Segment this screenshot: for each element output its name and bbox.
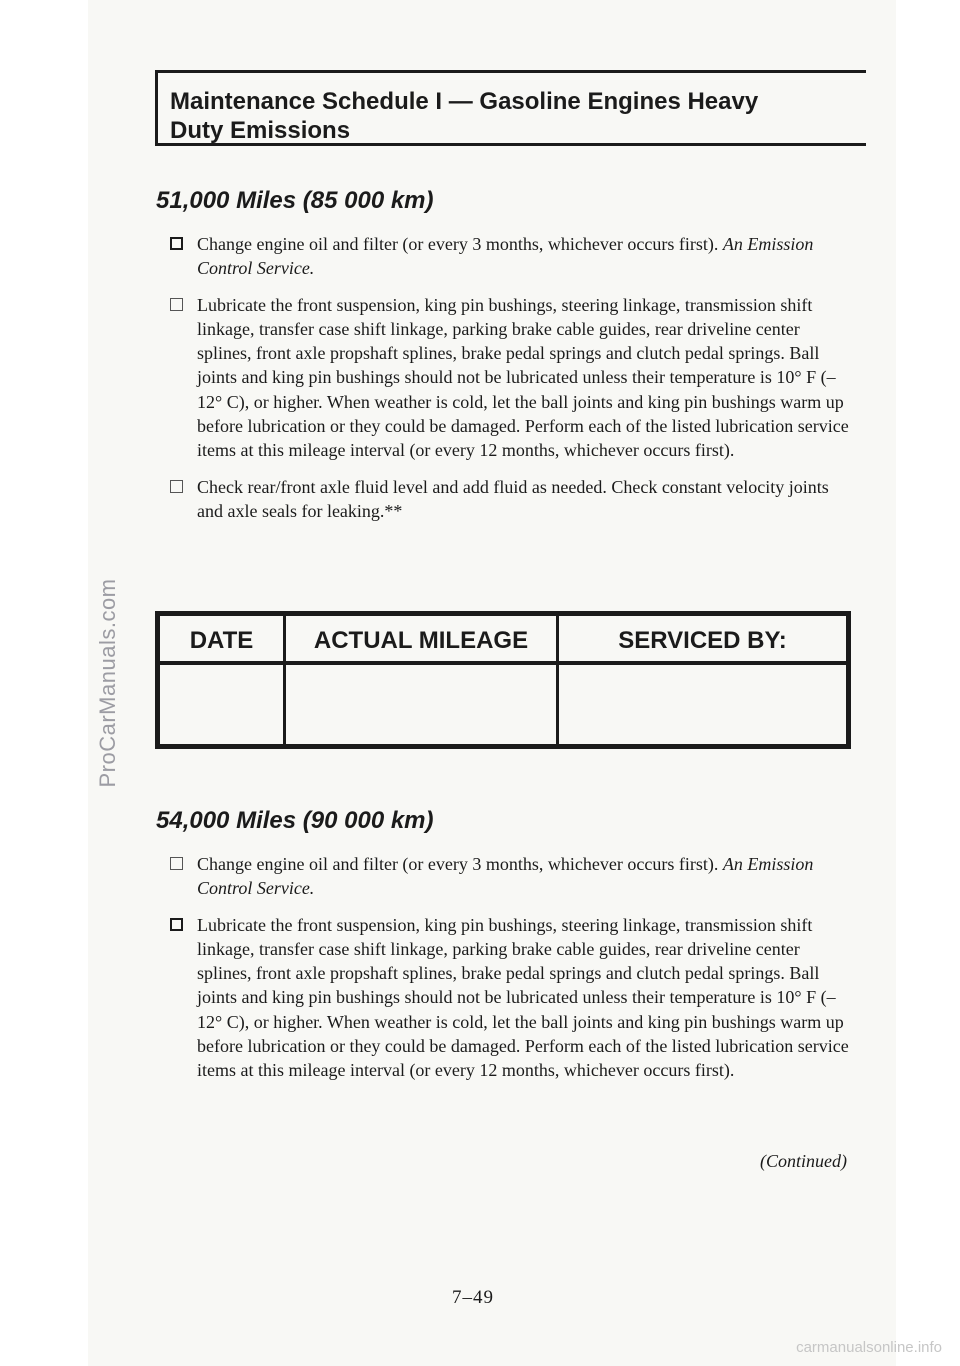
- list-item: [170, 475, 850, 524]
- service-record-table: [155, 611, 851, 749]
- checkbox-icon[interactable]: [170, 298, 183, 311]
- serviced-by-entry-cell[interactable]: [558, 663, 849, 747]
- item-text: Change engine oil and filter (or every 3 months, whichever occurs first).: [197, 854, 723, 874]
- continued-note: (Continued): [760, 1151, 847, 1171]
- checkbox-icon[interactable]: [170, 480, 183, 493]
- list-item: [170, 852, 850, 901]
- column-header-date: DATE: [158, 614, 285, 664]
- schedule-title-line1: Maintenance Schedule I — Gasoline Engines Heavy: [170, 88, 759, 115]
- item-text: Lubricate the front suspension, king pin bushings, steering linkage, transmission shift linkage, transfer case shift linkage, parking brake cable guides, rear driveline center splines, front axle propshaft splines, brake pedal springs and clutch pedal springs. Ball joints and king pin bushings should not be lubricated unless their temperature is 10° F (–12° C), or higher. When weather is cold, let the ball joints and king pin bushings warm up before lubrication or they could be damaged. Perform each of the listed lubrication service items at this mileage interval (or every 12 months, whichever occurs first).: [197, 294, 849, 461]
- page-number: 7–49: [452, 1287, 494, 1308]
- checklist-51000: [170, 232, 850, 535]
- checkbox-icon[interactable]: [170, 857, 183, 870]
- item-text: Change engine oil and filter (or every 3 months, whichever occurs first).: [197, 234, 723, 254]
- item-note: An Emission Control Service.: [197, 234, 814, 279]
- checkbox-icon[interactable]: [170, 237, 183, 250]
- date-entry-cell[interactable]: [158, 663, 285, 747]
- checklist-54000: [170, 852, 850, 1095]
- item-note: An Emission Control Service.: [197, 854, 814, 899]
- list-item: [170, 293, 850, 463]
- site-watermark: carmanualsonline.info: [796, 1339, 942, 1356]
- side-watermark: ProCarManuals.com: [95, 578, 120, 788]
- list-item: [170, 913, 850, 1083]
- schedule-header-box: [155, 70, 866, 146]
- column-header-serviced-by: SERVICED BY:: [558, 614, 849, 664]
- section-heading-51000: 51,000 Miles (85 000 km): [156, 187, 434, 214]
- schedule-title: [170, 87, 856, 145]
- column-header-actual-mileage: ACTUAL MILEAGE: [285, 614, 558, 664]
- schedule-title-line2: Duty Emissions: [170, 117, 351, 144]
- item-text: Check rear/front axle fluid level and add fluid as needed. Check constant velocity joints and axle seals for leaking.**: [197, 476, 829, 521]
- item-text: Lubricate the front suspension, king pin bushings, steering linkage, transmission shift linkage, transfer case shift linkage, parking brake cable guides, rear driveline center splines, front axle propshaft splines, brake pedal springs and clutch pedal springs. Ball joints and king pin bushings should not be lubricated unless their temperature is 10° F (–12° C), or higher. When weather is cold, let the ball joints and king pin bushings warm up before lubrication or they could be damaged. Perform each of the listed lubrication service items at this mileage interval (or every 12 months, whichever occurs first).: [197, 914, 849, 1081]
- mileage-entry-cell[interactable]: [285, 663, 558, 747]
- section-heading-54000: 54,000 Miles (90 000 km): [156, 807, 434, 834]
- list-item: [170, 232, 850, 281]
- checkbox-icon[interactable]: [170, 918, 183, 931]
